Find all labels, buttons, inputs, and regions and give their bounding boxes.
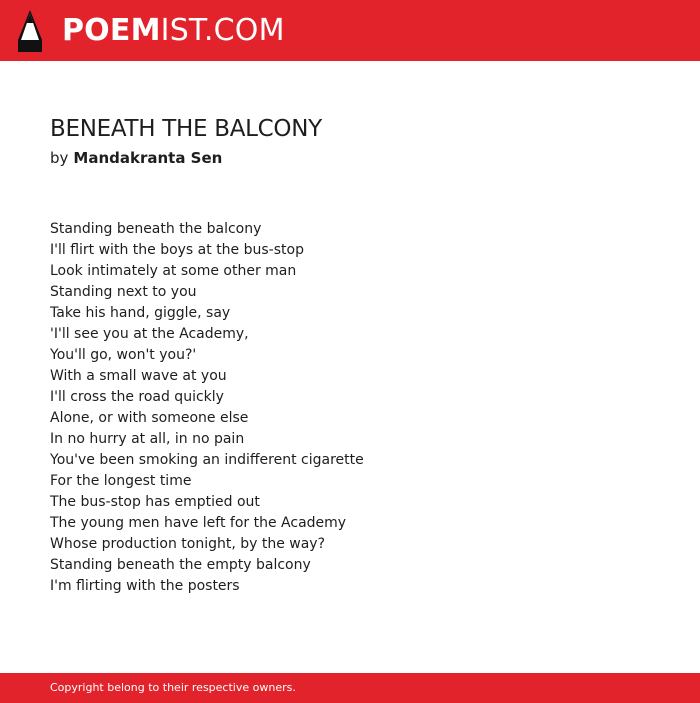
copyright-text: Copyright belong to their respective owners. [50, 681, 296, 694]
brand-name-light: IST.COM [160, 13, 285, 48]
poem-line: In no hurry at all, in no pain [50, 431, 245, 447]
site-header [0, 0, 700, 61]
poem-line: Standing next to you [50, 284, 197, 300]
poem-line: You've been smoking an indifferent cigarette [50, 452, 364, 468]
poem-line: The young men have left for the Academy [50, 515, 347, 531]
poem-line: Take his hand, giggle, say [50, 305, 231, 321]
poem-line: The bus-stop has emptied out [50, 494, 260, 510]
poem-line: With a small wave at you [50, 368, 227, 384]
poem-body [50, 219, 650, 597]
by-label: by [50, 149, 69, 167]
brand-name-bold: POEM [62, 13, 161, 48]
byline [50, 148, 222, 168]
poem-line: Whose production tonight, by the way? [50, 536, 326, 552]
poem-line: I'll cross the road quickly [50, 389, 224, 405]
poem-line: Standing beneath the empty balcony [50, 557, 311, 573]
poem-line: 'I'll see you at the Academy, [50, 326, 249, 342]
poem-line: Look intimately at some other man [50, 263, 297, 279]
poem-line: I'll flirt with the boys at the bus-stop [50, 242, 304, 258]
author-name: Mandakranta Sen [73, 149, 223, 167]
poem-title: BENEATH THE BALCONY [50, 116, 322, 142]
poem-line: You'll go, won't you?' [50, 347, 197, 363]
poem-line: For the longest time [50, 473, 192, 489]
site-logo-link[interactable] [62, 13, 285, 49]
pencil-tip-icon[interactable] [18, 10, 42, 52]
site-footer [0, 673, 700, 703]
poem-line: I'm flirting with the posters [50, 578, 240, 594]
poem-line: Standing beneath the balcony [50, 221, 262, 237]
poem-line: Alone, or with someone else [50, 410, 249, 426]
